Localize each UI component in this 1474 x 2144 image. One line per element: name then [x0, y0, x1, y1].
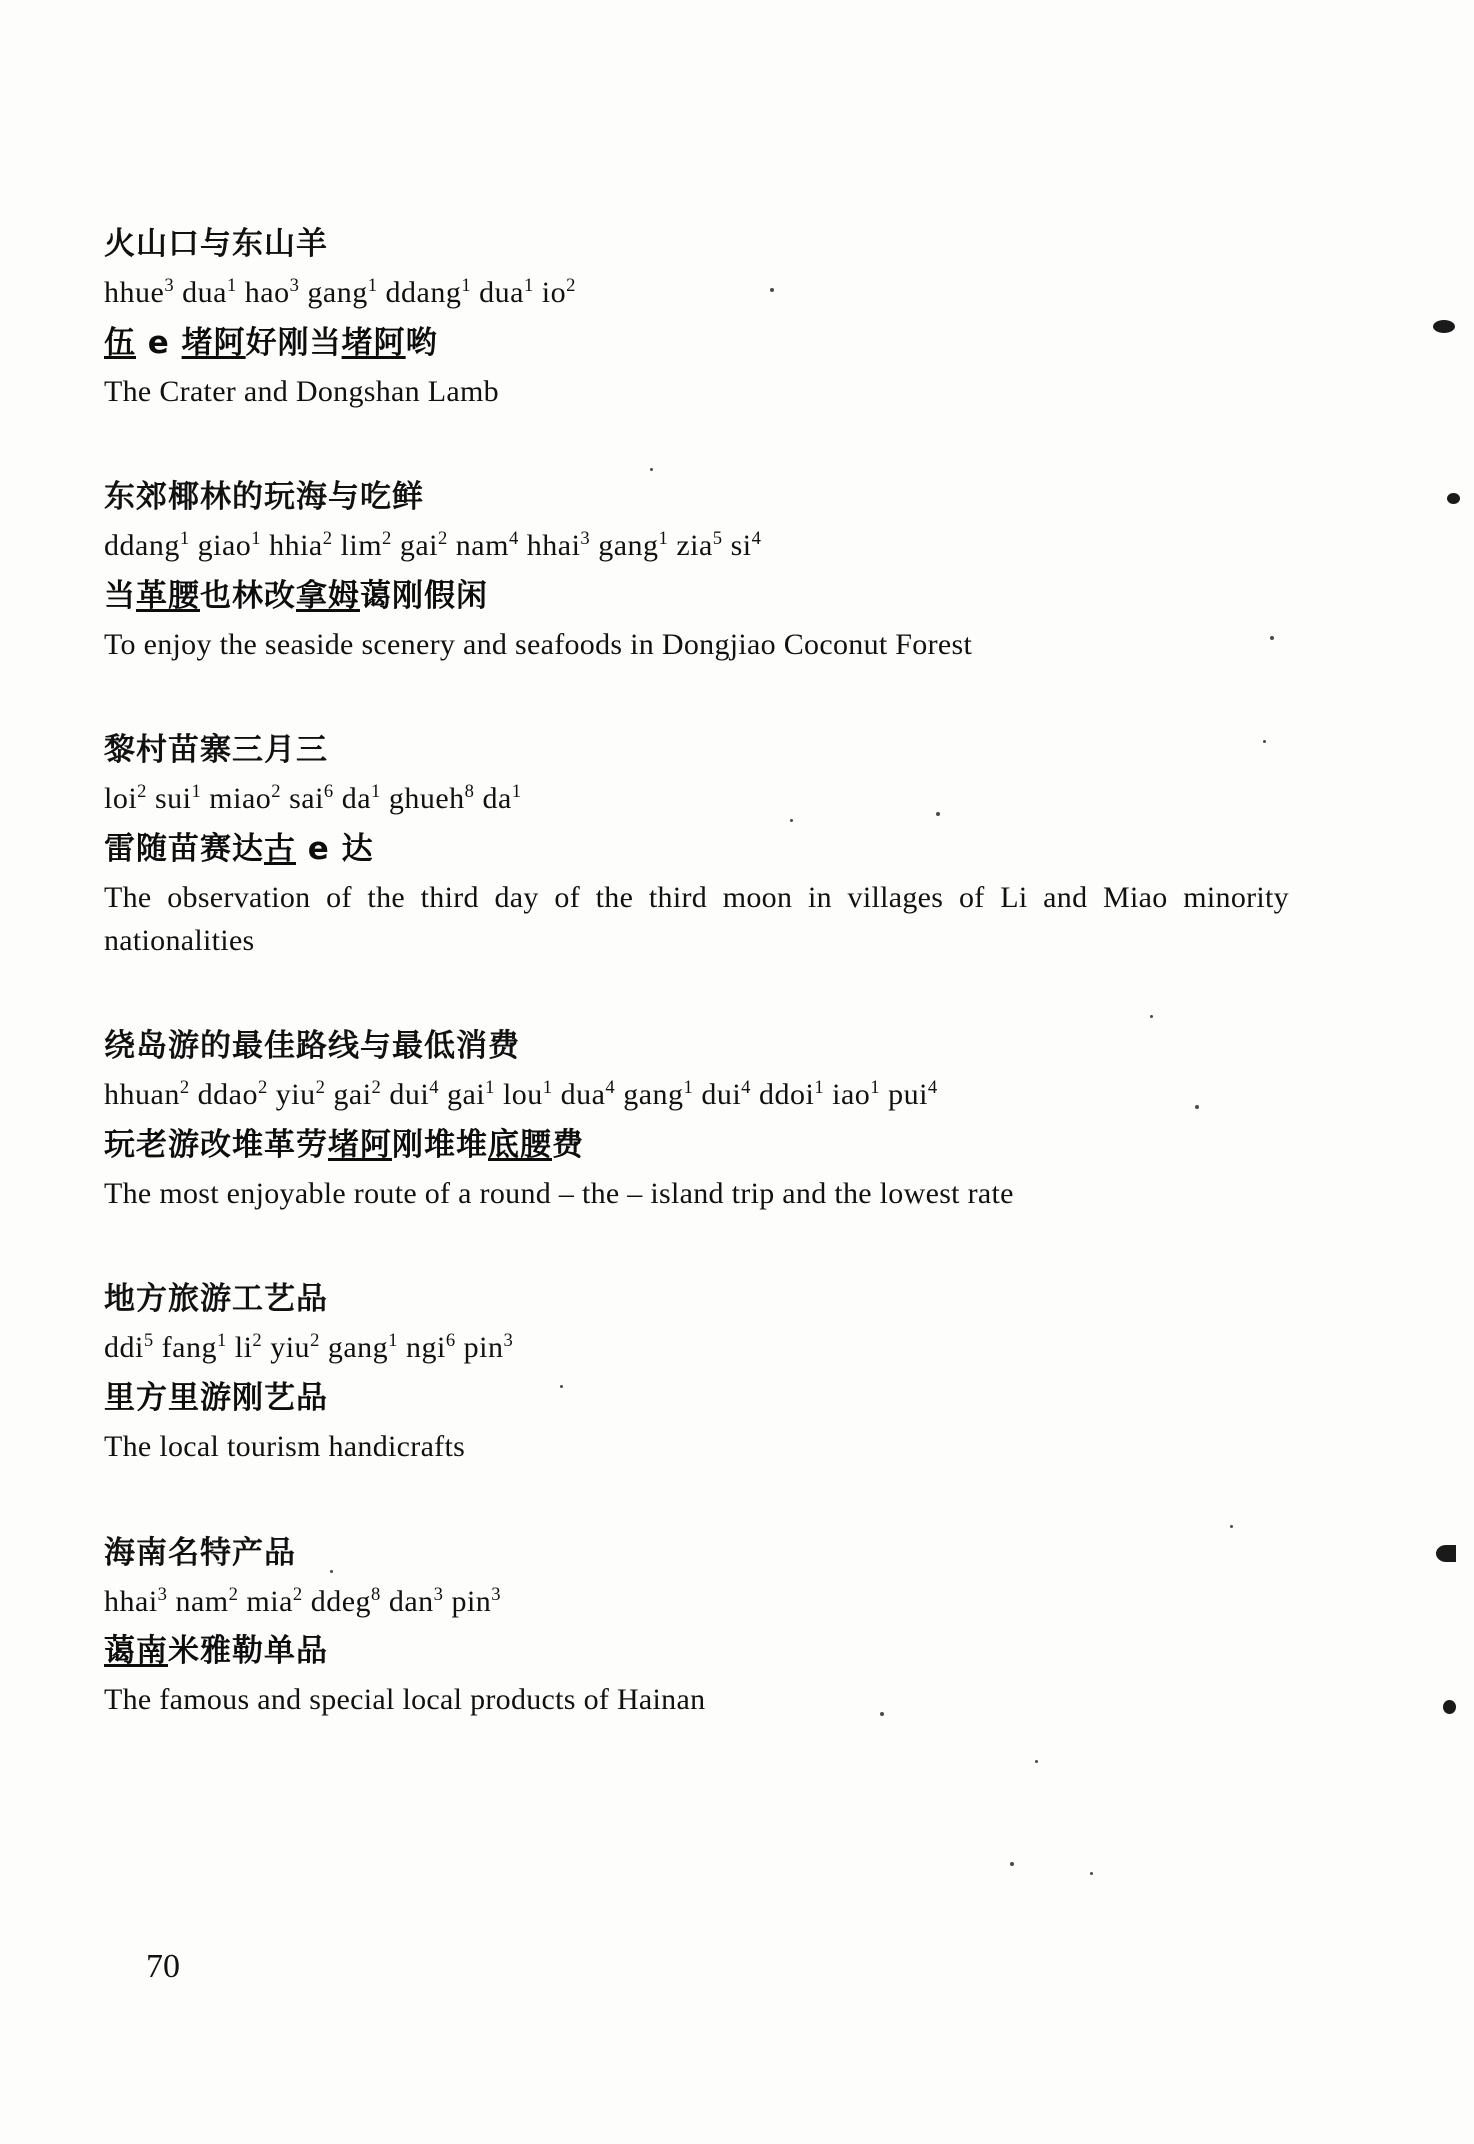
syllable-tone: 2 — [271, 781, 282, 803]
scan-speck — [1010, 1862, 1014, 1866]
syllable-tone: 3 — [503, 1330, 514, 1352]
page-number: 70 — [146, 1948, 180, 1985]
syllable-tone: 3 — [580, 528, 591, 550]
entry-chinese-gloss — [104, 1123, 1304, 1167]
syllable-tone: 6 — [323, 781, 334, 803]
syllable — [269, 529, 332, 562]
syllable — [182, 276, 237, 309]
syllable-base: pin — [451, 1584, 492, 1618]
entry-transliteration — [104, 1074, 1304, 1117]
syllable-tone: 1 — [542, 1077, 553, 1099]
syllable — [464, 1331, 514, 1364]
entry-transliteration — [104, 272, 1304, 315]
entry-chinese-gloss — [104, 827, 1304, 871]
syllable-base: pin — [463, 1331, 504, 1365]
syllable — [400, 529, 448, 562]
entry-english-translation: The most enjoyable route of a round – the – island trip and the lowest rate — [104, 1176, 1014, 1210]
syllable-base: fang — [161, 1331, 217, 1365]
syllable — [759, 1078, 824, 1111]
syllable-tone: 2 — [137, 781, 147, 803]
scan-speck — [770, 288, 774, 292]
gloss-segment-underlined: 堵阿 — [341, 324, 406, 361]
entry-english-translation: The Crater and Dongshan Lamb — [104, 374, 499, 408]
syllable-tone: 2 — [382, 528, 392, 550]
dictionary-entry — [104, 1531, 1304, 1722]
scan-speck — [330, 1570, 333, 1573]
scan-edge-mark — [1433, 320, 1455, 333]
gloss-segment: 蔼刚假闲 — [360, 577, 488, 614]
entry-chinese-title: 火山口与东山羊 — [104, 226, 328, 262]
gloss-segment-underlined: 底腰 — [488, 1126, 552, 1163]
syllable-base: dua — [479, 276, 524, 310]
syllable-base: gang — [307, 276, 368, 310]
gloss-segment: 玩老游改堆革劳 — [104, 1126, 328, 1163]
syllable — [389, 782, 475, 815]
entry-english-translation: The local tourism handicrafts — [104, 1430, 466, 1464]
syllable — [389, 1585, 444, 1618]
syllable-base: lou — [502, 1078, 543, 1112]
gloss-segment-underlined: 古 — [264, 831, 296, 868]
syllable — [888, 1078, 938, 1111]
syllable-base: nam — [175, 1584, 229, 1618]
syllable-base: gang — [327, 1331, 389, 1365]
syllable — [503, 1078, 553, 1111]
syllable-base: hhia — [269, 529, 323, 563]
dictionary-entry — [104, 1024, 1304, 1215]
syllable — [276, 1078, 326, 1111]
scan-speck — [1150, 1015, 1153, 1018]
syllable — [162, 1331, 227, 1364]
syllable-tone: 1 — [367, 275, 378, 297]
syllable-tone: 1 — [226, 275, 237, 297]
syllable-tone: 4 — [751, 528, 762, 550]
syllable-tone: 4 — [605, 1077, 616, 1099]
entry-chinese-title: 黎村苗寨三月三 — [104, 732, 328, 769]
syllable — [104, 1585, 167, 1618]
dictionary-entry — [104, 222, 1304, 413]
syllable-base: nam — [455, 529, 509, 563]
syllable-tone: 1 — [511, 781, 522, 803]
syllable-base: giao — [197, 529, 252, 563]
syllable-base: li — [234, 1331, 253, 1365]
syllable-base: ddi — [104, 1331, 144, 1365]
syllable-base: gang — [598, 529, 659, 563]
syllable-tone: 8 — [464, 781, 475, 803]
syllable — [307, 276, 377, 309]
gloss-segment: 雷随苗赛达 — [104, 831, 264, 868]
syllable-base: dui — [701, 1078, 742, 1112]
syllable-tone: 2 — [566, 275, 576, 297]
gloss-segment: e — [136, 324, 182, 361]
syllable — [235, 1331, 262, 1364]
syllable-tone: 2 — [292, 1583, 303, 1605]
gloss-segment: 刚堆堆 — [392, 1126, 488, 1163]
syllable — [731, 529, 762, 562]
syllable — [175, 1585, 238, 1618]
syllable-base: io — [541, 276, 567, 310]
dictionary-entry — [104, 475, 1304, 666]
syllable — [598, 529, 668, 562]
syllable-base: da — [341, 782, 372, 816]
syllable-tone: 1 — [870, 1077, 881, 1099]
syllable-base: gai — [446, 1078, 486, 1112]
entry-chinese-title: 海南名特产品 — [104, 1534, 296, 1571]
syllable — [386, 276, 472, 309]
syllable-base: sai — [289, 782, 324, 816]
scan-speck — [560, 1385, 563, 1388]
syllable — [479, 276, 534, 309]
scan-speck — [1195, 1105, 1199, 1109]
scan-speck — [1035, 1760, 1038, 1763]
entry-chinese-title: 地方旅游工艺品 — [104, 1281, 328, 1318]
syllable-base: hhuan — [104, 1078, 180, 1112]
syllable-tone: 1 — [814, 1077, 825, 1099]
syllable — [104, 1331, 154, 1364]
scan-speck — [936, 812, 940, 816]
syllable — [198, 1078, 268, 1111]
syllable — [527, 529, 590, 562]
gloss-segment-underlined: 拿姆 — [296, 577, 360, 614]
syllable-tone: 2 — [228, 1583, 239, 1605]
syllable-base: dui — [389, 1078, 430, 1112]
syllable-base: ddeg — [310, 1584, 372, 1618]
syllable-base: dan — [388, 1584, 434, 1618]
syllable — [341, 529, 392, 562]
syllable — [482, 782, 521, 815]
syllable-base: dua — [182, 276, 227, 310]
syllable-base: ddang — [385, 276, 462, 310]
syllable-tone: 5 — [143, 1330, 154, 1352]
syllable — [104, 782, 147, 815]
syllable-base: mia — [246, 1584, 293, 1618]
scan-edge-mark — [1443, 1700, 1456, 1714]
syllable — [561, 1078, 616, 1111]
gloss-segment: 当 — [104, 577, 136, 614]
syllable — [623, 1078, 693, 1111]
gloss-segment-underlined: 伍 — [104, 324, 136, 361]
syllable-tone: 4 — [429, 1077, 439, 1099]
gloss-segment-underlined: 革腰 — [136, 577, 200, 614]
syllable-tone: 2 — [438, 528, 448, 550]
syllable-tone: 2 — [371, 1077, 382, 1099]
syllable-base: ddao — [197, 1078, 258, 1112]
syllable-tone: 3 — [164, 275, 175, 297]
syllable — [245, 276, 300, 309]
syllable-tone: 1 — [251, 528, 262, 550]
syllable-base: iao — [832, 1078, 871, 1112]
syllable-base: hhai — [526, 529, 581, 563]
syllable — [451, 1585, 501, 1618]
syllable-base: zia — [676, 529, 713, 563]
syllable-tone: 8 — [371, 1583, 381, 1605]
syllable-base: loi — [104, 782, 138, 816]
scan-speck — [650, 468, 653, 471]
syllable-tone: 1 — [523, 275, 534, 297]
entry-chinese-title: 绕岛游的最佳路线与最低消费 — [104, 1028, 520, 1065]
syllable — [832, 1078, 880, 1111]
syllable — [456, 529, 519, 562]
syllable — [104, 276, 174, 309]
gloss-segment-underlined: 堵阿 — [328, 1126, 392, 1163]
gloss-segment: 里方里游刚艺品 — [104, 1380, 328, 1417]
syllable-tone: 3 — [433, 1583, 444, 1605]
syllable-base: miao — [209, 782, 272, 816]
syllable — [333, 1078, 381, 1111]
syllable-tone: 4 — [741, 1077, 751, 1099]
syllable-base: yiu — [270, 1331, 311, 1365]
scan-edge-mark — [1447, 493, 1460, 504]
syllable-base: lim — [340, 529, 383, 563]
entry-chinese-gloss — [104, 574, 1304, 618]
entry-chinese-title: 东郊椰林的玩海与吃鲜 — [104, 479, 424, 516]
syllable — [104, 1078, 190, 1111]
gloss-segment-underlined: 堵阿 — [181, 324, 246, 361]
syllable — [701, 1078, 751, 1111]
syllable-base: ddoi — [758, 1078, 815, 1112]
gloss-segment: e — [296, 831, 342, 868]
syllable-base: hhue — [104, 276, 165, 310]
syllable-tone: 3 — [491, 1583, 502, 1605]
syllable — [209, 782, 281, 815]
gloss-segment: 米雅勒单品 — [168, 1633, 328, 1670]
syllable-tone: 1 — [658, 528, 669, 550]
syllable-base: da — [482, 782, 512, 816]
syllable-base: si — [730, 529, 752, 563]
gloss-segment: 哟 — [405, 324, 438, 361]
syllable-base: sui — [154, 782, 192, 816]
entry-english-translation: The famous and special local products of Hainan — [104, 1683, 706, 1717]
syllable-tone: 3 — [289, 275, 300, 297]
syllable-base: gai — [333, 1078, 372, 1112]
syllable — [198, 529, 261, 562]
syllable — [270, 1331, 320, 1364]
scan-speck — [1230, 1525, 1233, 1528]
syllable-base: ddang — [104, 529, 180, 563]
syllable-tone: 4 — [927, 1077, 938, 1099]
syllable-tone: 2 — [257, 1077, 268, 1099]
syllable — [406, 1331, 456, 1364]
syllable-base: ngi — [405, 1331, 446, 1365]
gloss-segment-underlined: 蔼南 — [104, 1633, 168, 1670]
syllable — [155, 782, 201, 815]
gloss-segment: 也林改 — [200, 577, 296, 614]
entry-chinese-gloss — [104, 1629, 1304, 1673]
dictionary-entry — [104, 728, 1304, 962]
syllable-base: hao — [244, 276, 290, 310]
entry-transliteration — [104, 525, 1304, 568]
gloss-segment: 达 — [341, 831, 374, 868]
syllable — [542, 276, 576, 309]
syllable — [104, 529, 190, 562]
scan-speck — [1090, 1872, 1093, 1875]
syllable-tone: 3 — [157, 1583, 168, 1605]
gloss-segment: 费 — [552, 1126, 584, 1163]
syllable — [311, 1585, 381, 1618]
syllable — [289, 782, 334, 815]
syllable-tone: 1 — [683, 1077, 694, 1099]
syllable — [447, 1078, 495, 1111]
scan-speck — [1270, 636, 1274, 640]
syllable — [246, 1585, 302, 1618]
syllable-base: pui — [888, 1078, 928, 1112]
scan-speck — [880, 1712, 884, 1716]
syllable-tone: 1 — [485, 1077, 495, 1099]
syllable — [328, 1331, 398, 1364]
syllable — [389, 1078, 439, 1111]
entry-transliteration — [104, 1581, 1304, 1624]
syllable-base: hhai — [104, 1584, 158, 1618]
scan-edge-mark — [1436, 1545, 1456, 1562]
syllable-base: dua — [560, 1078, 606, 1112]
syllable — [676, 529, 722, 562]
syllable-tone: 1 — [461, 275, 472, 297]
syllable-base: gai — [399, 529, 438, 563]
scan-speck — [1263, 740, 1266, 743]
syllable-tone: 2 — [310, 1330, 320, 1352]
syllable-tone: 1 — [179, 528, 190, 550]
syllable-base: gang — [623, 1078, 684, 1112]
scan-speck — [790, 819, 793, 822]
syllable-tone: 5 — [712, 528, 723, 550]
syllable-tone: 2 — [179, 1077, 190, 1099]
syllable-tone: 2 — [252, 1330, 263, 1352]
entry-chinese-gloss — [104, 321, 1304, 365]
syllable-base: yiu — [275, 1078, 316, 1112]
syllable-tone: 4 — [508, 528, 519, 550]
entry-english-translation: The observation of the third day of the third moon in villages of Li and Miao minority nationalities — [104, 881, 1289, 957]
syllable — [342, 782, 381, 815]
entry-chinese-gloss — [104, 1376, 1304, 1420]
syllable-tone: 2 — [315, 1077, 326, 1099]
entry-transliteration — [104, 778, 1304, 821]
entry-transliteration — [104, 1327, 1304, 1370]
gloss-segment: 好刚当 — [245, 324, 342, 361]
syllable-base: ghueh — [388, 782, 465, 816]
syllable-tone: 1 — [191, 781, 202, 803]
syllable-tone: 1 — [388, 1330, 398, 1352]
syllable-tone: 1 — [216, 1330, 227, 1352]
syllable-tone: 2 — [322, 528, 333, 550]
entry-list — [104, 222, 1304, 1784]
syllable-tone: 6 — [445, 1330, 456, 1352]
dictionary-entry — [104, 1277, 1304, 1468]
syllable-tone: 1 — [371, 781, 381, 803]
entry-english-translation: To enjoy the seaside scenery and seafoods in Dongjiao Coconut Forest — [104, 627, 973, 661]
